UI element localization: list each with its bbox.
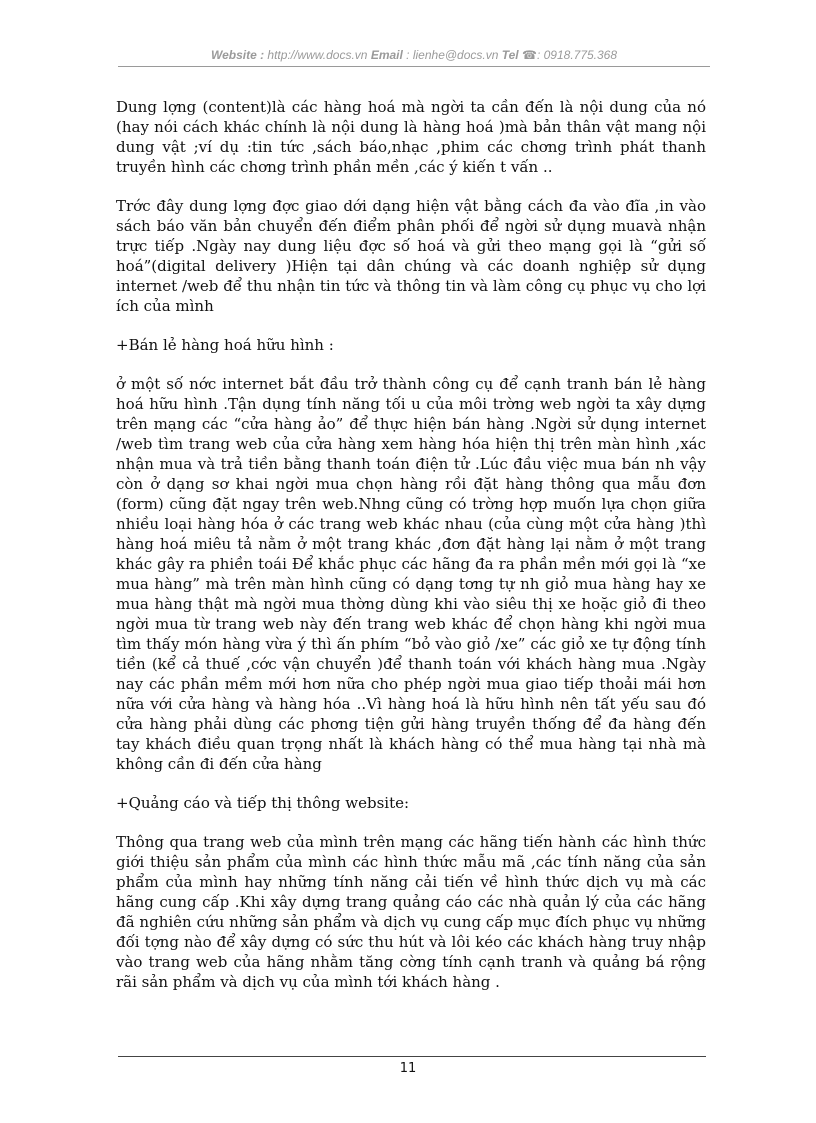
footer-divider [118,1056,706,1057]
email-label: Email [370,48,403,62]
website-label: Website : [210,48,265,62]
document-body [116,97,706,1011]
header-divider [118,66,710,67]
phone-number: : 0918.775.368 [536,48,618,62]
page-header [118,48,710,62]
section-heading-advertising: +Quảng cáo và tiếp thị thông website: [116,794,410,812]
page-number: 11 [399,1061,417,1076]
phone-icon: ☎ [522,48,537,62]
paragraph-content-definition: Dung lợng (content)là các hàng hoá mà ngời ta cần đến là nội dung của nó (hay nói cách khác chính là nội dung là hàng hoá )mà bản thân vật mang nội dung vật ;ví dụ :tin tức ,sách báo,nhạc ,phim các chơng trình phát thanh truyền hình các chơng trình phần mền ,các ý kiến t vấn .. [116,98,706,176]
paragraph-digital-delivery: Trớc đây dung lợng đợc giao dới dạng hiện vật bằng cách đa vào đĩa ,in vào sách báo văn bản chuyển đến điểm phân phối để ngời sử dụng muavà nhận trực tiếp .Ngày nay dung liệu đợc số hoá và gửi theo mạng gọi là “gửi số hoá”(digital delivery )Hiện tại dân chúng và các doanh nghiệp sử dụng internet /web để thu nhận tin tức và thông tin và làm công cụ phục vụ cho lợi ích của mình [116,197,706,315]
website-url: http://www.docs.vn [267,48,368,62]
email-address: : lienhe@docs.vn [406,48,499,62]
tel-label: Tel [501,48,519,62]
paragraph-retail: ở một số nớc internet bắt đầu trở thành công cụ để cạnh tranh bán lẻ hàng hoá hữu hình .Tận dụng tính năng tối u của môi trờng web ngời ta xây dựng trên mạng các “cửa hàng ảo” để thực hiện bán hàng .Ngời sử dụng internet /web tìm trang web của cửa hàng xem hàng hóa hiện thị trên màn hình ,xác nhận mua và trả tiền bằng thanh toán điện tử .Lúc đầu việc mua bán nh vậy còn ở dạng sơ khai ngời mua chọn hàng rồi đặt hàng thông qua mẫu đơn (form) cũng đặt ngay trên web.Nhng cũng có trờng hợp muốn lựa chọn giữa nhiều loại hàng hóa ở các trang web khác nhau (của cùng một cửa hàng )thì hàng hoá miêu tả nằm ở một trang khác ,đơn đặt hàng lại nằm ở một trang khác gây ra phiền toái Để khắc phục các hãng đa ra phần mền mới gọi là “xe mua hàng” mà trên màn hình cũng có dạng tơng tự nh giỏ mua hàng hay xe mua hàng thật mà ngời mua thờng dùng khi vào siêu thị xe hoặc giỏ đi theo ngời mua từ trang web này đến trang web khác để chọn hàng khi ngời mua tìm thấy món hàng vừa ý thì ấn phím “bỏ vào giỏ /xe” các giỏ xe tự động tính tiền (kể cả thuế ,cớc vận chuyển )để thanh toán với khách hàng mua .Ngày nay các phần mềm mới hơn nữa cho phép ngời mua giao tiếp thoải mái hơn nữa với cửa hàng và hàng hóa ..Vì hàng hoá là hữu hình nên tất yếu sau đó cửa hàng phải dùng các phơng tiện gửi hàng truyền thống để đa hàng đến tay khách điều quan trọng nhất là khách hàng có thể mua hàng tại nhà mà không cần đi đến cửa hàng [116,375,706,773]
section-heading-retail: +Bán lẻ hàng hoá hữu hình : [116,336,334,354]
paragraph-advertising: Thông qua trang web của mình trên mạng các hãng tiến hành các hình thức giới thiệu sản phẩm của mình các hình thức mẫu mã ,các tính năng của sản phẩm của mình hay những tính năng cải tiến về hình thức dịch vụ mà các hãng cung cấp .Khi xây dựng trang quảng cáo các nhà quản lý của các hãng đã nghiên cứu những sản phẩm và dịch vụ cung cấp mục đích phục vụ những đối tợng nào để xây dựng có sức thu hút và lôi kéo các khách hàng truy nhập vào trang web của hãng nhằm tăng cờng tính cạnh tranh và quảng bá rộng rãi sản phẩm và dịch vụ của mình tới khách hàng . [116,833,706,991]
